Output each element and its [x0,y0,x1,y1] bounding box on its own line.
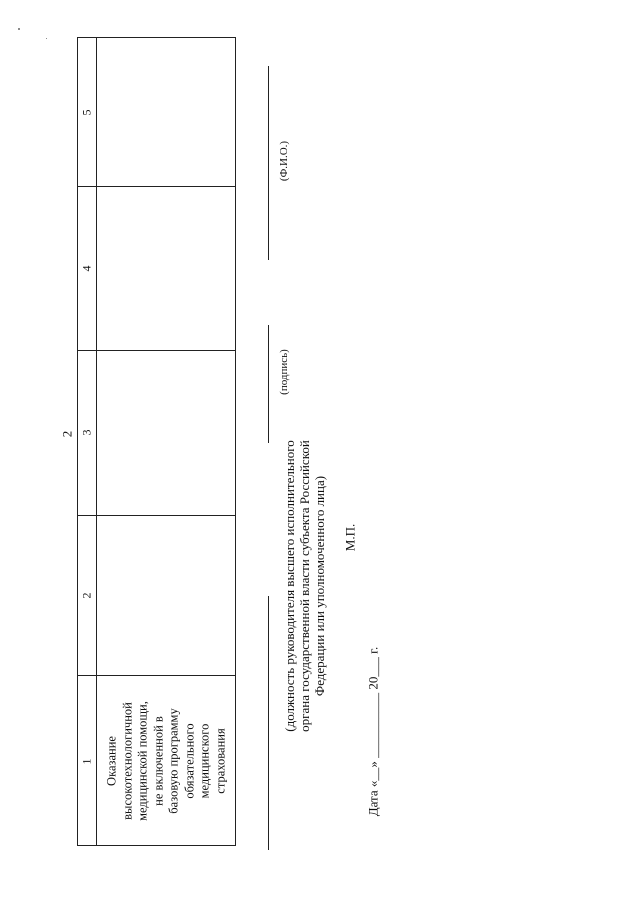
data-table [77,37,236,846]
table-cell-service-description: Оказание высокотехнологичной медицинской помощи, не включенной в базовую программу обязательного медицинского страхования [104,701,227,821]
column-divider [78,350,235,351]
column-divider [78,515,235,516]
page-number: 2 [59,430,75,438]
name-caption: (Ф.И.О.) [278,140,290,182]
position-caption: (должность руководителя высшего исполнительного органа государственной власти субъекта Российской Федерации или уполномоченного лица) [282,440,327,732]
column-header-3: 3 [79,429,94,436]
date-line: Дата «__» __________ 20___ г. [365,646,381,817]
column-header-4: 4 [79,265,94,271]
column-divider [78,186,235,187]
stamp-label: М.П. [342,523,358,552]
column-header-5: 5 [79,109,94,115]
column-header-1: 1 [79,758,94,764]
name-line [268,66,269,260]
scan-speck [18,28,20,30]
position-line [268,596,269,850]
signature-line [268,325,269,443]
column-header-2: 2 [79,592,94,598]
signature-caption: (подпись) [278,349,290,395]
scan-speck [46,38,47,39]
